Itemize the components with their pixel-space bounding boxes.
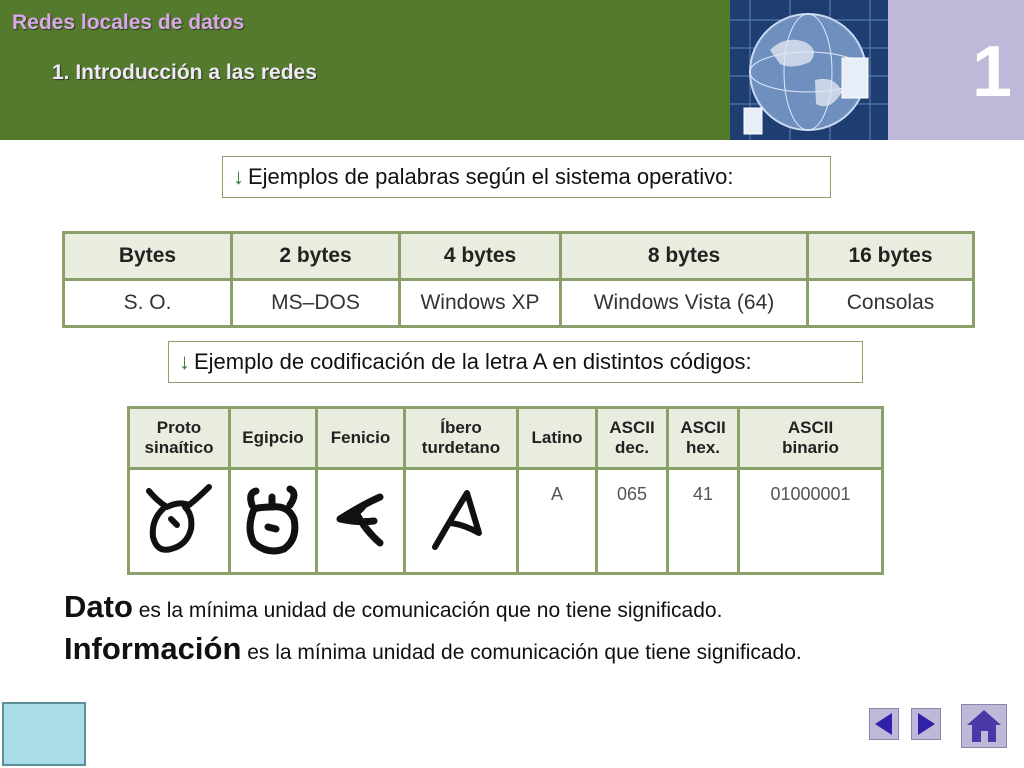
caption-letter-a [168,341,863,383]
house-icon [962,705,1006,747]
table-header-cell: Latino [518,408,597,469]
table-header-cell: Bytes [64,233,232,280]
definition-dato [64,586,802,628]
table-header-cell: 16 bytes [808,233,974,280]
table-header-cell: Íbero turdetano [405,408,518,469]
iberian-glyph-icon [405,469,518,574]
table-cell: S. O. [64,280,232,327]
table-header-cell: Fenicio [317,408,405,469]
footer-nav-box[interactable] [2,702,86,766]
caption-os-words-text: Ejemplos de palabras según el sistema operativo: [248,164,734,189]
table-header-cell: 4 bytes [400,233,561,280]
table-header-cell: 2 bytes [232,233,400,280]
ascii-dec-cell: 065 [597,469,668,574]
table-cell: Consolas [808,280,974,327]
ascii-binary-cell: 01000001 [739,469,883,574]
previous-slide-button[interactable] [869,708,899,740]
caption-letter-a-text: Ejemplo de codificación de la letra A en distintos códigos: [194,349,752,374]
globe-illustration [730,0,888,140]
section-title: 1. Introducción a las redes [52,61,317,84]
table-header-cell: 8 bytes [561,233,808,280]
table-cell: Windows Vista (64) [561,280,808,327]
word-size-table [62,231,975,328]
table-header-row [129,408,883,469]
phoenician-glyph-icon [317,469,405,574]
table-row [129,469,883,574]
definition-text: es la mínima unidad de comunicación que no tiene significado. [132,599,723,622]
header-bar [0,0,730,140]
unit-number: 1 [971,32,1012,112]
letter-a-encoding-table [127,406,884,575]
table-header-row [64,233,974,280]
unit-number-panel [888,0,1024,140]
table-header-cell: Proto sinaítico [129,408,230,469]
definitions [64,586,802,670]
triangle-left-icon [870,709,898,739]
egyptian-glyph-icon [230,469,317,574]
table-cell: MS–DOS [232,280,400,327]
course-title: Redes locales de datos [12,11,245,34]
table-header-cell: ASCII binario [739,408,883,469]
table-header-cell: Egipcio [230,408,317,469]
proto-sinaitic-glyph-icon [129,469,230,574]
definition-text: es la mínima unidad de comunicación que tiene significado. [241,641,802,664]
next-slide-button[interactable] [911,708,941,740]
globe-network-image [730,0,888,140]
table-row [64,280,974,327]
down-arrow-icon: ↓ [233,164,244,189]
definition-term: Dato [64,589,133,624]
caption-os-words [222,156,831,198]
triangle-right-icon [912,709,940,739]
ascii-hex-cell: 41 [668,469,739,574]
definition-term: Información [64,631,242,666]
table-cell: Windows XP [400,280,561,327]
latin-letter-cell: A [518,469,597,574]
down-arrow-icon: ↓ [179,349,190,374]
home-button[interactable] [961,704,1007,748]
definition-informacion [64,628,802,670]
table-header-cell: ASCII dec. [597,408,668,469]
table-header-cell: ASCII hex. [668,408,739,469]
